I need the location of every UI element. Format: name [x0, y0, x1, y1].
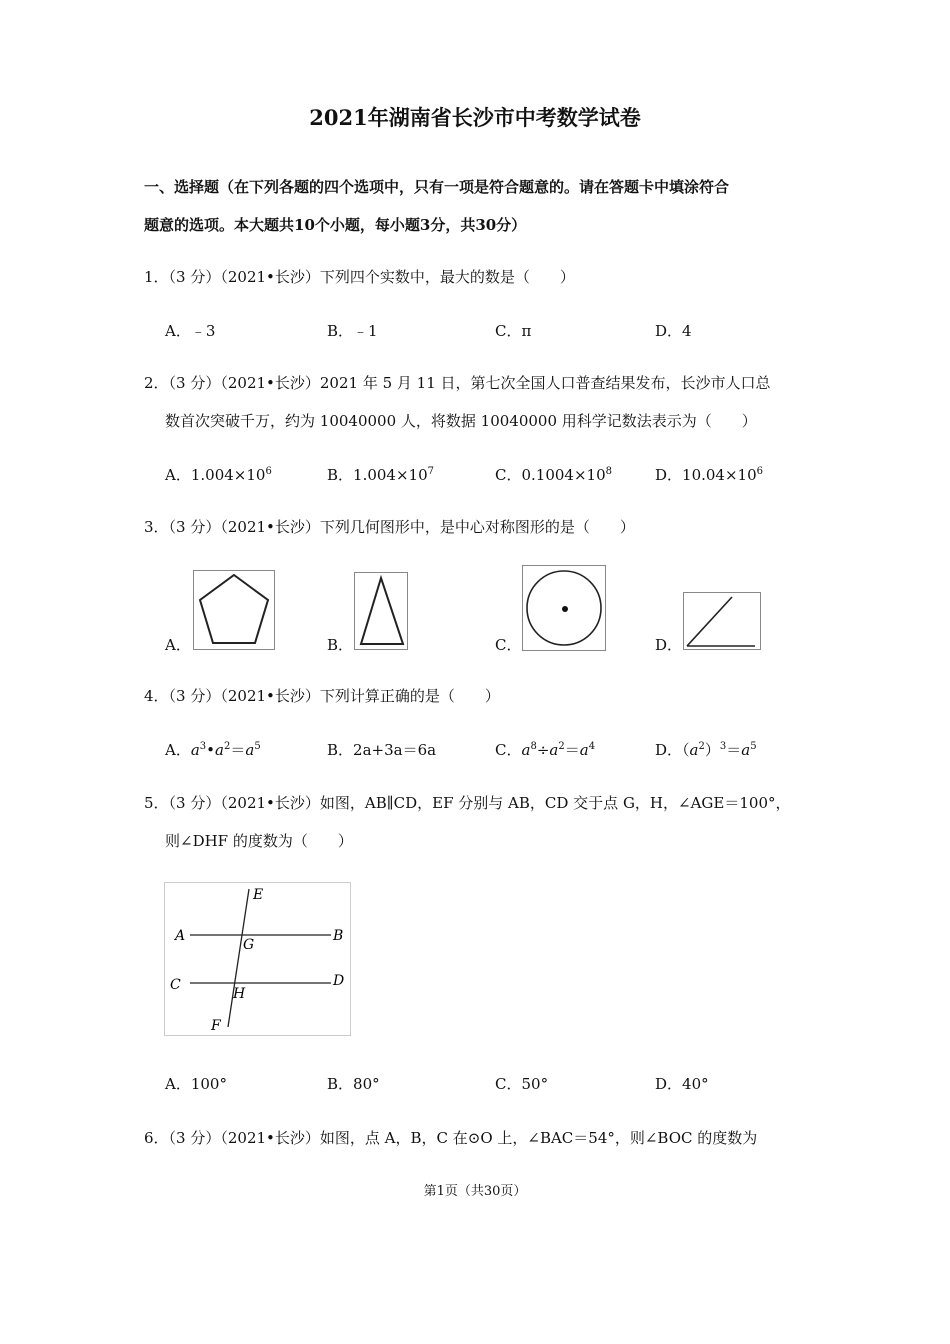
q2-option-c: C．$0.1004\times 10^8$	[495, 466, 612, 484]
label-e: E	[253, 887, 264, 903]
label-d: D	[333, 973, 345, 989]
q4-option-c: C．$a^8\div a^2=a^4$	[495, 741, 596, 759]
question-2-stem-line1: 2．（3 分）（2021•长沙）2021 年 5 月 11 日，第七次全国人口普查结果发布，长沙市人口总	[144, 374, 771, 392]
label-a: A	[175, 928, 186, 944]
q5-option-c: C．50°	[495, 1075, 549, 1093]
q4-option-b: B．2a+3a＝6a	[327, 741, 437, 759]
q3-option-c: C．	[495, 636, 522, 654]
q4-option-a: A．$a^3•a^2=a^5$	[165, 741, 261, 759]
label-b: B	[333, 928, 344, 944]
q3-option-b: B．	[327, 636, 354, 654]
label-g: G	[243, 937, 255, 953]
circle-figure	[522, 565, 606, 651]
q1-option-d: D．4	[655, 322, 692, 340]
q5-option-a: A．100°	[165, 1075, 227, 1093]
question-6-stem: 6．（3 分）（2021•长沙）如图，点 A，B，C 在⊙O 上，∠BAC＝54°，则∠BOC 的度数为	[144, 1129, 758, 1147]
question-1-stem: 1．（3 分）（2021•长沙）下列四个实数中，最大的数是（ ）	[144, 268, 575, 286]
section-heading-line2: 题意的选项。本大题共10个小题，每小题3分，共30分）	[144, 216, 527, 234]
question-3-stem: 3．（3 分）（2021•长沙）下列几何图形中，是中心对称图形的是（ ）	[144, 518, 635, 536]
q3-option-d: D．	[655, 636, 683, 654]
q2-option-a: A．$1.004\times 10^6$	[165, 466, 272, 484]
page-footer: 第1页（共30页）	[423, 1184, 527, 1199]
q1-option-b: B．﹣1	[327, 322, 378, 340]
page-title: 2021年湖南省长沙市中考数学试卷	[309, 105, 641, 130]
q2-option-d: D．$10.04\times 10^6$	[655, 466, 763, 484]
q5-option-b: B．80°	[327, 1075, 380, 1093]
question-5-stem-line1: 5．（3 分）（2021•长沙）如图，AB∥CD，EF 分别与 AB，CD 交于点 G，H，∠AGE＝100°，	[144, 794, 791, 812]
question-5-stem-line2: 则∠DHF 的度数为（ ）	[165, 832, 353, 850]
question-2-stem-line2: 数首次突破千万，约为 10040000 人，将数据 10040000 用科学记数法表示为（ ）	[165, 412, 757, 430]
label-h: H	[233, 986, 246, 1002]
q4-option-d: D．$(a^2)^3=a^5$	[655, 741, 757, 759]
triangle-figure	[354, 572, 408, 650]
section-heading-line1: 一、选择题（在下列各题的四个选项中，只有一项是符合题意的。请在答题卡中填涂符合	[144, 178, 730, 196]
q5-option-d: D．40°	[655, 1075, 709, 1093]
question-4-stem: 4．（3 分）（2021•长沙）下列计算正确的是（ ）	[144, 687, 500, 705]
parallel-lines-figure	[164, 882, 351, 1036]
q4-option-b-expression: 2a+3a＝6a	[353, 741, 437, 759]
angle-figure	[683, 592, 761, 650]
label-f: F	[211, 1018, 221, 1034]
q3-option-a: A．	[165, 636, 191, 654]
pentagon-figure	[193, 570, 275, 650]
q2-option-b: B．$1.004\times 10^7$	[327, 466, 434, 484]
label-c: C	[170, 977, 181, 993]
q1-option-a: A．﹣3	[165, 322, 216, 340]
q1-option-c: C．π	[495, 322, 532, 340]
